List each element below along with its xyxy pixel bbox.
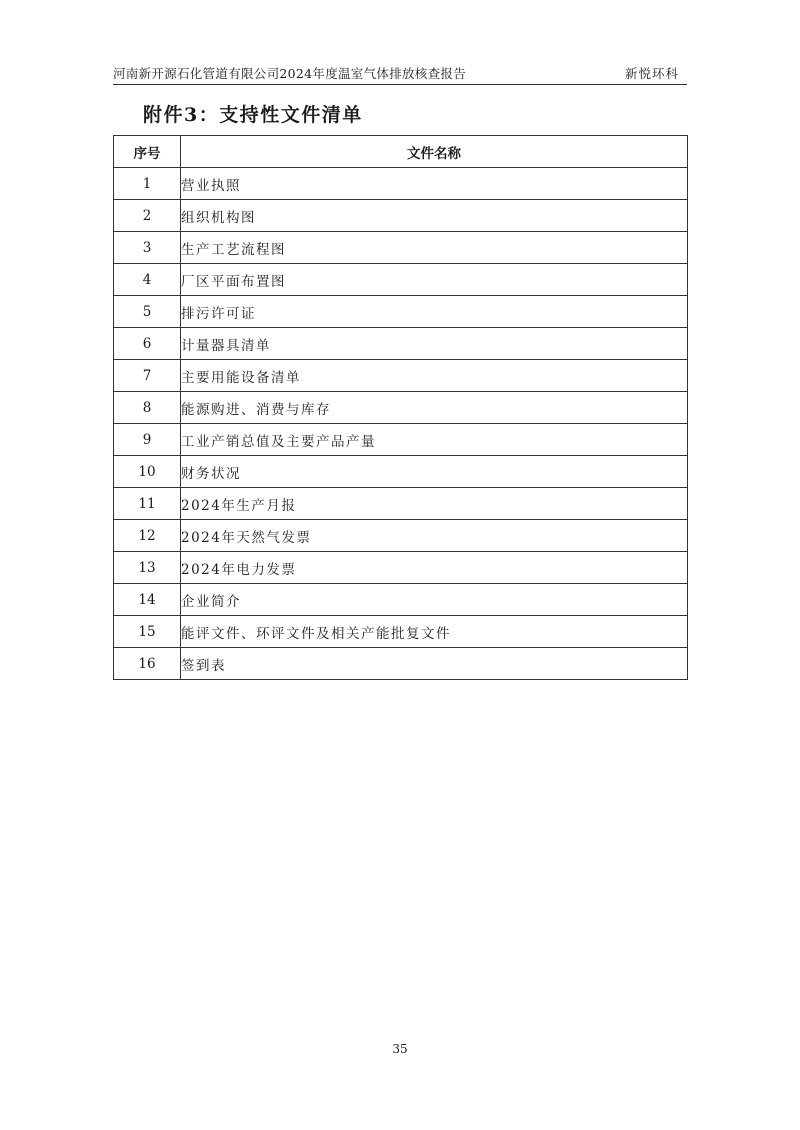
table-row [114, 584, 688, 616]
row-index-cell: 3 [114, 232, 181, 264]
table-row [114, 200, 688, 232]
document-name-cell: 财务状况 [181, 456, 688, 488]
row-index-cell: 6 [114, 328, 181, 360]
row-index-cell: 4 [114, 264, 181, 296]
document-name-cell: 营业执照 [181, 168, 688, 200]
row-index-cell: 16 [114, 648, 181, 680]
document-name-cell: 能源购进、消费与库存 [181, 392, 688, 424]
document-name-cell: 2024年天然气发票 [181, 520, 688, 552]
column-header-document-name: 文件名称 [181, 136, 688, 168]
table-row [114, 424, 688, 456]
row-index-cell: 11 [114, 488, 181, 520]
page-header [113, 64, 687, 84]
document-name-cell: 主要用能设备清单 [181, 360, 688, 392]
row-index-cell: 10 [114, 456, 181, 488]
row-index-cell: 15 [114, 616, 181, 648]
document-name-cell: 排污许可证 [181, 296, 688, 328]
row-index-cell: 13 [114, 552, 181, 584]
table-row [114, 392, 688, 424]
table-row [114, 520, 688, 552]
table-row [114, 328, 688, 360]
table-row [114, 296, 688, 328]
document-name-cell: 2024年电力发票 [181, 552, 688, 584]
table-header-row [114, 136, 688, 168]
table-body [114, 168, 688, 680]
row-index-cell: 8 [114, 392, 181, 424]
table-row [114, 456, 688, 488]
document-name-cell: 企业简介 [181, 584, 688, 616]
header-organization: 新悦环科 [624, 66, 679, 81]
row-index-cell: 9 [114, 424, 181, 456]
document-name-cell: 生产工艺流程图 [181, 232, 688, 264]
row-index-cell: 5 [114, 296, 181, 328]
document-name-cell: 签到表 [181, 648, 688, 680]
document-name-cell: 厂区平面布置图 [181, 264, 688, 296]
table-row [114, 488, 688, 520]
table-row [114, 552, 688, 584]
column-header-index: 序号 [114, 136, 181, 168]
supporting-documents-table [113, 135, 688, 680]
document-name-cell: 工业产销总值及主要产品产量 [181, 424, 688, 456]
table-row [114, 232, 688, 264]
row-index-cell: 1 [114, 168, 181, 200]
row-index-cell: 2 [114, 200, 181, 232]
document-name-cell: 计量器具清单 [181, 328, 688, 360]
table-row [114, 168, 688, 200]
header-report-title: 河南新开源石化管道有限公司2024年度温室气体排放核查报告 [113, 66, 467, 81]
document-name-cell: 2024年生产月报 [181, 488, 688, 520]
attachment-title: 附件3：支持性文件清单 [143, 104, 363, 126]
document-name-cell: 能评文件、环评文件及相关产能批复文件 [181, 616, 688, 648]
row-index-cell: 14 [114, 584, 181, 616]
header-divider [113, 84, 687, 85]
row-index-cell: 7 [114, 360, 181, 392]
table-row [114, 360, 688, 392]
page-number: 35 [392, 1042, 408, 1056]
row-index-cell: 12 [114, 520, 181, 552]
document-name-cell: 组织机构图 [181, 200, 688, 232]
table-row [114, 648, 688, 680]
table-row [114, 616, 688, 648]
table-row [114, 264, 688, 296]
